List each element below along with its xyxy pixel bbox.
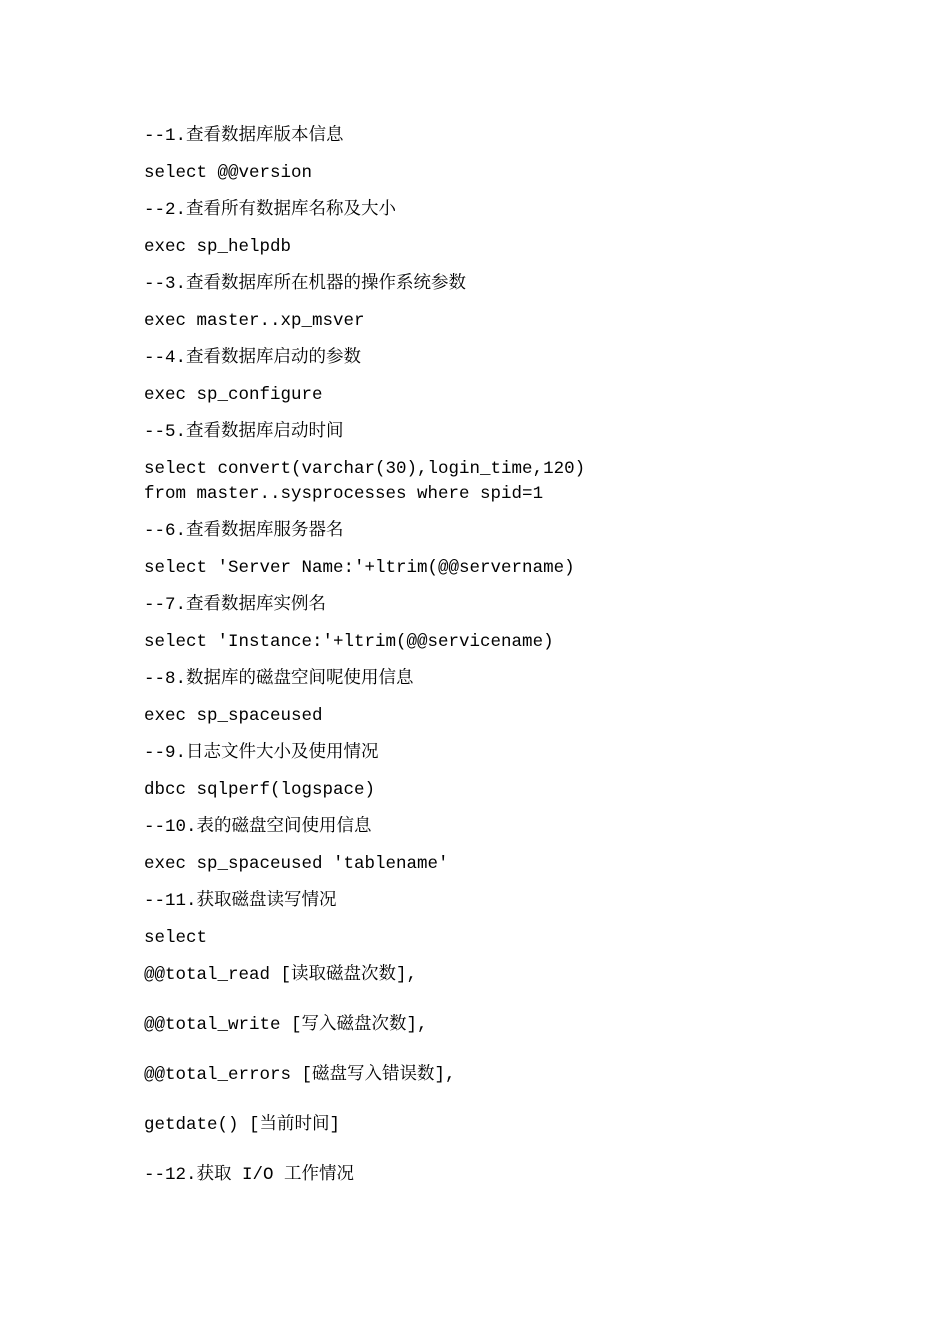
code-line: getdate() [当前时间] [144,1115,341,1135]
sql-snippets [144,124,864,1200]
code-line: select convert(varchar(30),login_time,120) [144,459,586,479]
comment-line: --3.查看数据库所在机器的操作系统参数 [144,274,467,294]
code-line: @@total_write [写入磁盘次数], [144,1015,428,1035]
code-line: @@total_read [读取磁盘次数], [144,965,418,985]
code-line: from master..sysprocesses where spid=1 [144,484,544,504]
code-line: exec sp_helpdb [144,237,292,257]
comment-line: --1.查看数据库版本信息 [144,126,344,146]
comment-line: --6.查看数据库服务器名 [144,521,344,541]
comment-line: --7.查看数据库实例名 [144,595,327,615]
code-line: select 'Instance:'+ltrim(@@servicename) [144,632,554,652]
comment-line: --4.查看数据库启动的参数 [144,348,362,368]
code-line: exec sp_spaceused [144,706,323,726]
code-line: exec sp_configure [144,385,323,405]
comment-line: --10.表的磁盘空间使用信息 [144,817,372,837]
comment-line: --2.查看所有数据库名称及大小 [144,200,397,220]
code-line: exec sp_spaceused 'tablename' [144,854,449,874]
code-line: exec master..xp_msver [144,311,365,331]
code-line: select 'Server Name:'+ltrim(@@servername) [144,558,575,578]
code-line: select [144,928,208,948]
comment-line: --5.查看数据库启动时间 [144,422,344,442]
comment-line: --11.获取磁盘读写情况 [144,891,337,911]
comment-line: --8.数据库的磁盘空间呢使用信息 [144,669,414,689]
comment-line: --12.获取 I/O 工作情况 [144,1165,355,1185]
code-line: select @@version [144,163,313,183]
code-line: dbcc sqlperf(logspace) [144,780,376,800]
code-line: @@total_errors [磁盘写入错误数], [144,1065,456,1085]
comment-line: --9.日志文件大小及使用情况 [144,743,379,763]
